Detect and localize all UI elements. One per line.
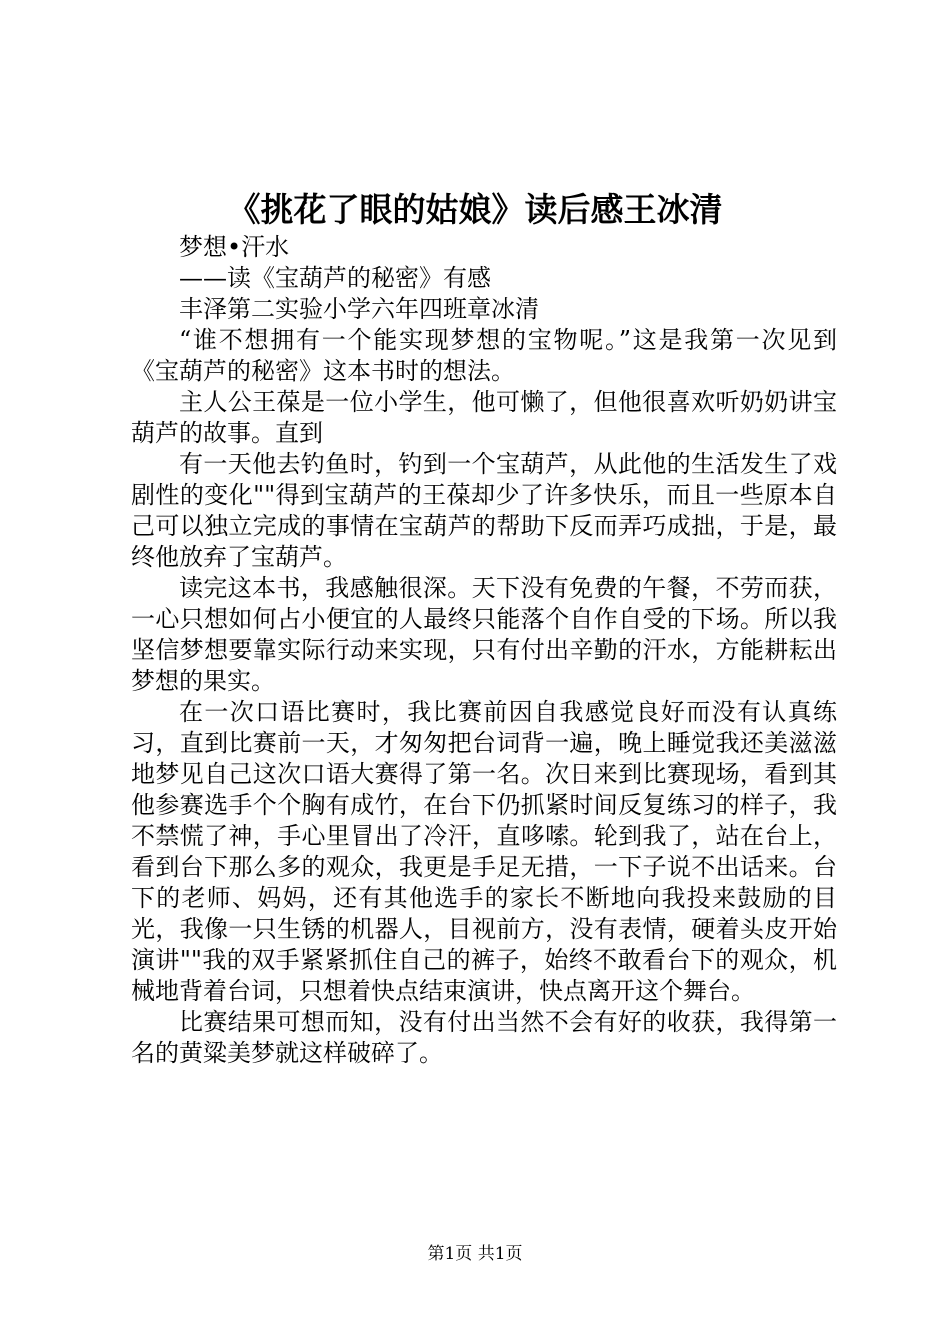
document-title: 《挑花了眼的姑娘》读后感王冰清 bbox=[227, 190, 723, 229]
paragraph-heading: 梦想•汗水 bbox=[179, 233, 290, 261]
document-body bbox=[131, 232, 837, 1069]
paragraph: “谁不想拥有一个能实现梦想的宝物呢。”这是我第一次见到《宝葫芦的秘密》这本书时的想法。 bbox=[131, 326, 837, 385]
paragraph: 读完这本书，我感触很深。天下没有免费的午餐，不劳而获，一心只想如何占小便宜的人最终只能落个自作自受的下场。所以我坚信梦想要靠实际行动来实现，只有付出辛勤的汗水，方能耕耘出梦想的果实。 bbox=[131, 574, 837, 695]
paragraph: 主人公王葆是一位小学生，他可懒了，但他很喜欢听奶奶讲宝葫芦的故事。直到 bbox=[131, 388, 837, 447]
paragraph-author: 丰泽第二实验小学六年四班章冰清 bbox=[179, 295, 539, 323]
paragraph: 在一次口语比赛时，我比赛前因自我感觉良好而没有认真练习，直到比赛前一天，才匆匆把台词背一遍，晚上睡觉我还美滋滋地梦见自己这次口语大赛得了第一名。次日来到比赛现场，看到其他参赛选手个个胸有成竹，在台下仍抓紧时间反复练习的样子，我不禁慌了神，手心里冒出了冷汗，直哆嗦。轮到我了，站在台上，看到台下那么多的观众，我更是手足无措，一下子说不出话来。台下的老师、妈妈，还有其他选手的家长不断地向我投来鼓励的目光，我像一只生锈的机器人，目视前方，没有表情，硬着头皮开始演讲""我的双手紧紧抓住自己的裤子，始终不敢看台下的观众，机械地背着台词，只想着快点结束演讲，快点离开这个舞台。 bbox=[131, 698, 837, 1005]
paragraph-subtitle: ——读《宝葫芦的秘密》有感 bbox=[179, 264, 491, 292]
paragraph: 比赛结果可想而知，没有付出当然不会有好的收获，我得第一名的黄粱美梦就这样破碎了。 bbox=[131, 1008, 837, 1067]
paragraph: 有一天他去钓鱼时，钓到一个宝葫芦，从此他的生活发生了戏剧性的变化""得到宝葫芦的王葆却少了许多快乐，而且一些原本自己可以独立完成的事情在宝葫芦的帮助下反而弄巧成拙，于是，最终他放弃了宝葫芦。 bbox=[131, 450, 837, 571]
page-footer: 第1页 共1页 bbox=[427, 1244, 523, 1264]
